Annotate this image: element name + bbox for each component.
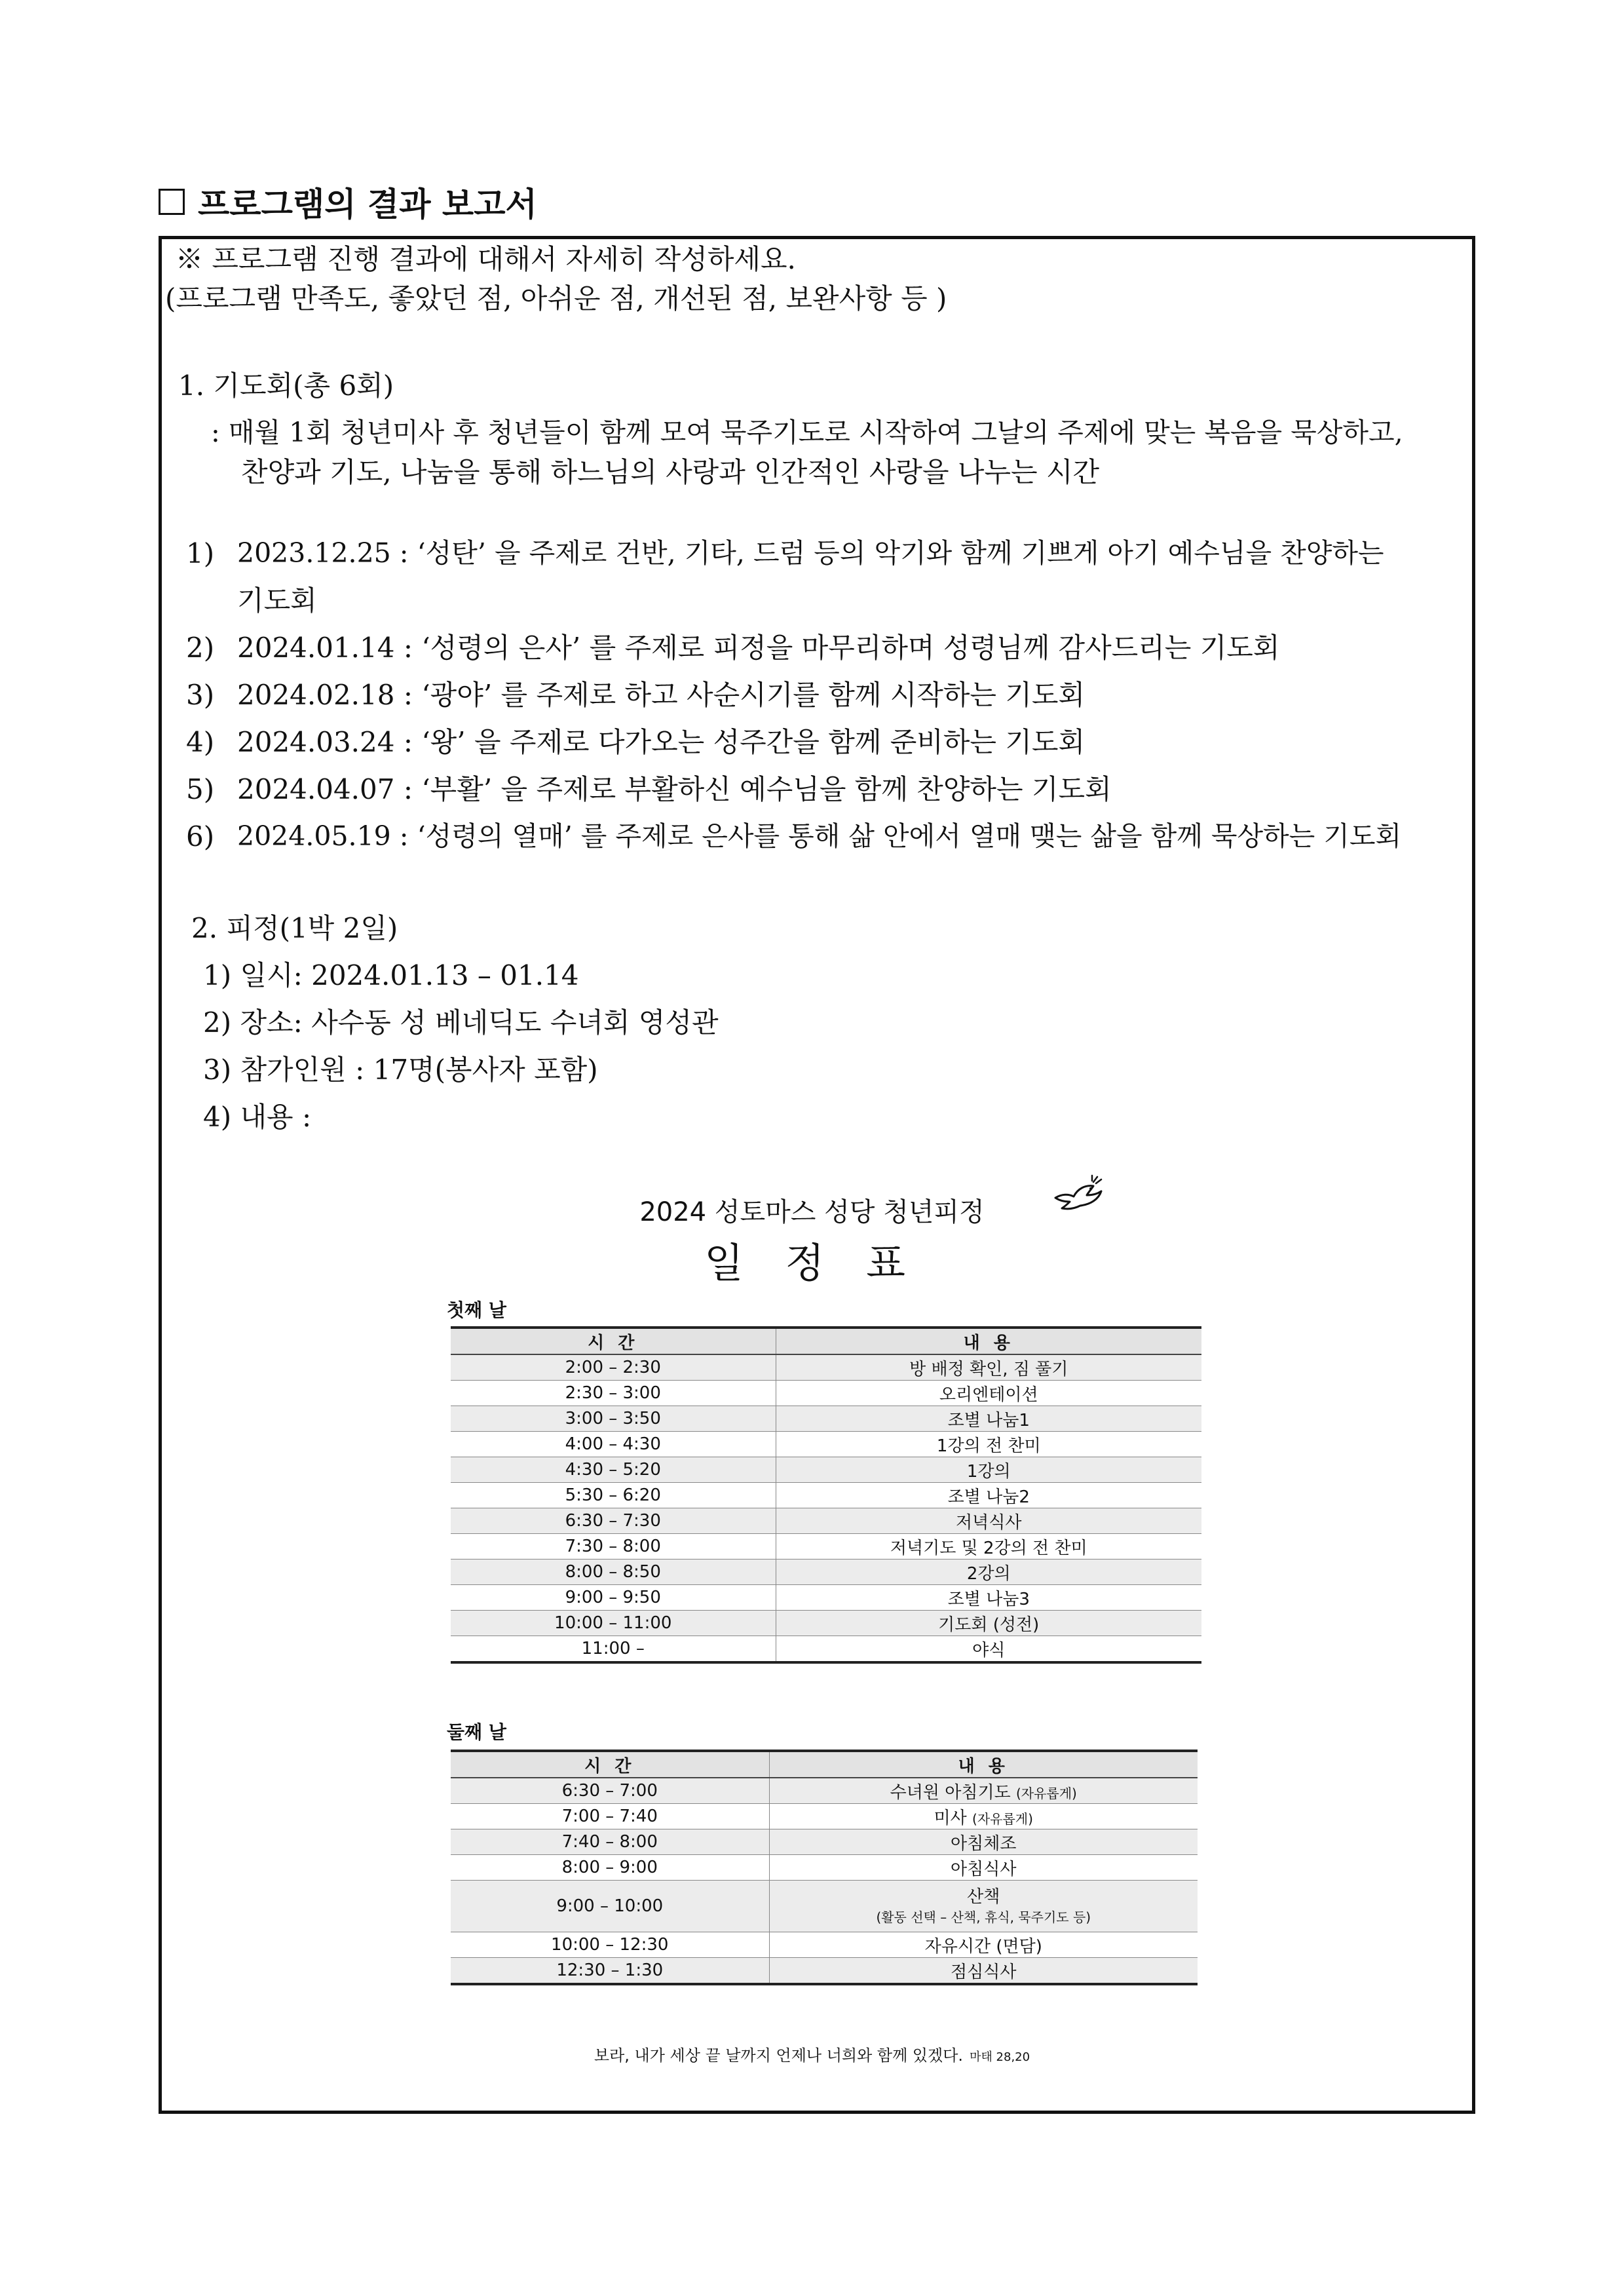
- prayer-item-4: 2024.03.24 : ‘왕’ 을 주제로 다가오는 성주간을 함께 준비하는 기도회: [237, 726, 1086, 758]
- content-cell: 조별 나눔2: [776, 1483, 1201, 1508]
- time-cell: 3:00 – 3:50: [451, 1406, 776, 1432]
- content-cell: 점심식사: [769, 1958, 1198, 1985]
- checkbox-icon: [159, 189, 185, 215]
- time-cell: 6:30 – 7:00: [451, 1778, 769, 1804]
- content-note: (자유롭게): [1015, 1785, 1077, 1801]
- content-cell: 방 배정 확인, 짐 풀기: [776, 1354, 1201, 1381]
- section2-title: 2. 피정(1박 2일): [191, 912, 398, 944]
- table-row: [451, 1432, 1201, 1457]
- day1-schedule-table: [451, 1326, 1201, 1664]
- time-cell: 11:00 –: [451, 1636, 776, 1663]
- prayer-item-1-cont: 기도회: [237, 584, 317, 617]
- prayer-item-2-num: 2): [186, 632, 215, 664]
- table-row: [451, 1636, 1201, 1663]
- table-row: [451, 1778, 1198, 1804]
- table-row: [451, 1406, 1201, 1432]
- prayer-item-6: 2024.05.19 : ‘성령의 열매’ 를 주제로 은사를 통해 삶 안에서 열매 맺는 삶을 함께 묵상하는 기도회: [237, 820, 1402, 852]
- time-column-header: 시 간: [451, 1328, 776, 1354]
- content-text: 미사: [934, 1808, 967, 1828]
- table-row: [451, 1829, 1198, 1855]
- time-cell: 9:00 – 10:00: [451, 1881, 769, 1932]
- dove-icon: [1051, 1174, 1104, 1214]
- table-row: [451, 1881, 1198, 1932]
- content-column-header: 내 용: [769, 1751, 1198, 1778]
- content-cell: [769, 1881, 1198, 1932]
- table-row: [451, 1457, 1201, 1483]
- table-row: [451, 1508, 1201, 1534]
- content-cell: 1강의 전 찬미: [776, 1432, 1201, 1457]
- section1-title: 1. 기도회(총 6회): [178, 370, 394, 402]
- report-heading-text: 프로그램의 결과 보고서: [198, 185, 537, 223]
- content-note: (자유롭게): [972, 1810, 1033, 1827]
- content-column-header: 내 용: [776, 1328, 1201, 1354]
- day2-schedule-table: [451, 1750, 1198, 1985]
- time-cell: 6:30 – 7:30: [451, 1508, 776, 1534]
- content-sub: (활동 선택 – 산책, 휴식, 묵주기도 등): [876, 1909, 1091, 1925]
- retreat-participants: 3) 참가인원 : 17명(봉사자 포함): [203, 1054, 598, 1086]
- content-cell: 조별 나눔1: [776, 1406, 1201, 1432]
- time-cell: 5:30 – 6:20: [451, 1483, 776, 1508]
- prayer-item-5: 2024.04.07 : ‘부활’ 을 주제로 부활하신 예수님을 함께 찬양하는 기도회: [237, 773, 1112, 805]
- prayer-item-1: 2023.12.25 : ‘성탄’ 을 주제로 건반, 기타, 드럼 등의 악기와 함께 기쁘게 아기 예수님을 찬양하는: [237, 537, 1384, 569]
- time-cell: 4:30 – 5:20: [451, 1457, 776, 1483]
- time-cell: 7:30 – 8:00: [451, 1534, 776, 1559]
- table-row: [451, 1958, 1198, 1985]
- content-text: 산책: [967, 1887, 1000, 1907]
- content-cell: [769, 1804, 1198, 1829]
- prayer-item-3-num: 3): [186, 679, 215, 711]
- content-cell: 저녁기도 및 2강의 전 찬미: [776, 1534, 1201, 1559]
- section1-desc-1: : 매월 1회 청년미사 후 청년들이 함께 모여 묵주기도로 시작하여 그날의 주제에 맞는 복음을 묵상하고,: [211, 417, 1403, 448]
- prayer-item-5-num: 5): [186, 773, 215, 805]
- day2-label: 둘째 날: [447, 1721, 506, 1743]
- table-row: [451, 1534, 1201, 1559]
- content-cell: 저녁식사: [776, 1508, 1201, 1534]
- prayer-item-6-num: 6): [186, 820, 215, 852]
- schedule-title: 2024 성토마스 성당 청년피정: [639, 1197, 985, 1227]
- time-cell: 12:30 – 1:30: [451, 1958, 769, 1985]
- bible-quote-text: 보라, 내가 세상 끝 날까지 언제나 너희와 함께 있겠다.: [594, 2046, 964, 2065]
- time-cell: 9:00 – 9:50: [451, 1585, 776, 1611]
- schedule-subtitle: 일 정 표: [704, 1239, 920, 1287]
- retreat-content: 4) 내용 :: [203, 1101, 312, 1133]
- table-row: [451, 1559, 1201, 1585]
- time-cell: 10:00 – 11:00: [451, 1611, 776, 1636]
- time-cell: 2:00 – 2:30: [451, 1354, 776, 1381]
- table-row: [451, 1611, 1201, 1636]
- table-row: [451, 1855, 1198, 1881]
- content-cell: 오리엔테이션: [776, 1381, 1201, 1406]
- bible-quote: [0, 2042, 1624, 2065]
- content-cell: [769, 1778, 1198, 1804]
- bible-quote-ref: 마태 28,20: [970, 2050, 1030, 2064]
- table-header-row: [451, 1751, 1198, 1778]
- time-cell: 10:00 – 12:30: [451, 1932, 769, 1958]
- content-cell: 2강의: [776, 1559, 1201, 1585]
- retreat-date: 1) 일시: 2024.01.13 – 01.14: [203, 959, 579, 991]
- prayer-item-3: 2024.02.18 : ‘광야’ 를 주제로 하고 사순시기를 함께 시작하는 기도회: [237, 679, 1086, 711]
- table-row: [451, 1354, 1201, 1381]
- time-cell: 2:30 – 3:00: [451, 1381, 776, 1406]
- table-row: [451, 1804, 1198, 1829]
- content-cell: 자유시간 (면담): [769, 1932, 1198, 1958]
- time-cell: 7:00 – 7:40: [451, 1804, 769, 1829]
- time-column-header: 시 간: [451, 1751, 769, 1778]
- table-row: [451, 1932, 1198, 1958]
- note-line-1: ※ 프로그램 진행 결과에 대해서 자세히 작성하세요.: [176, 243, 796, 275]
- table-row: [451, 1585, 1201, 1611]
- prayer-item-2: 2024.01.14 : ‘성령의 은사’ 를 주제로 피정을 마무리하며 성령님께 감사드리는 기도회: [237, 632, 1280, 664]
- prayer-item-1-num: 1): [186, 537, 215, 569]
- time-cell: 7:40 – 8:00: [451, 1829, 769, 1855]
- table-header-row: [451, 1328, 1201, 1354]
- table-row: [451, 1483, 1201, 1508]
- retreat-place: 2) 장소: 사수동 성 베네딕도 수녀회 영성관: [203, 1006, 719, 1039]
- table-row: [451, 1381, 1201, 1406]
- content-cell: 아침식사: [769, 1855, 1198, 1881]
- content-cell: 아침체조: [769, 1829, 1198, 1855]
- time-cell: 8:00 – 9:00: [451, 1855, 769, 1881]
- content-cell: 조별 나눔3: [776, 1585, 1201, 1611]
- day1-label: 첫째 날: [447, 1299, 506, 1321]
- content-cell: 기도회 (성전): [776, 1611, 1201, 1636]
- content-cell: 야식: [776, 1636, 1201, 1663]
- content-cell: 1강의: [776, 1457, 1201, 1483]
- note-line-2: (프로그램 만족도, 좋았던 점, 아쉬운 점, 개선된 점, 보완사항 등 ): [165, 282, 947, 315]
- time-cell: 8:00 – 8:50: [451, 1559, 776, 1585]
- report-heading: [159, 178, 537, 225]
- prayer-item-4-num: 4): [186, 726, 215, 758]
- section1-desc-2: 찬양과 기도, 나눔을 통해 하느님의 사랑과 인간적인 사랑을 나누는 시간: [241, 456, 1100, 488]
- content-text: 수녀원 아침기도: [890, 1782, 1011, 1803]
- time-cell: 4:00 – 4:30: [451, 1432, 776, 1457]
